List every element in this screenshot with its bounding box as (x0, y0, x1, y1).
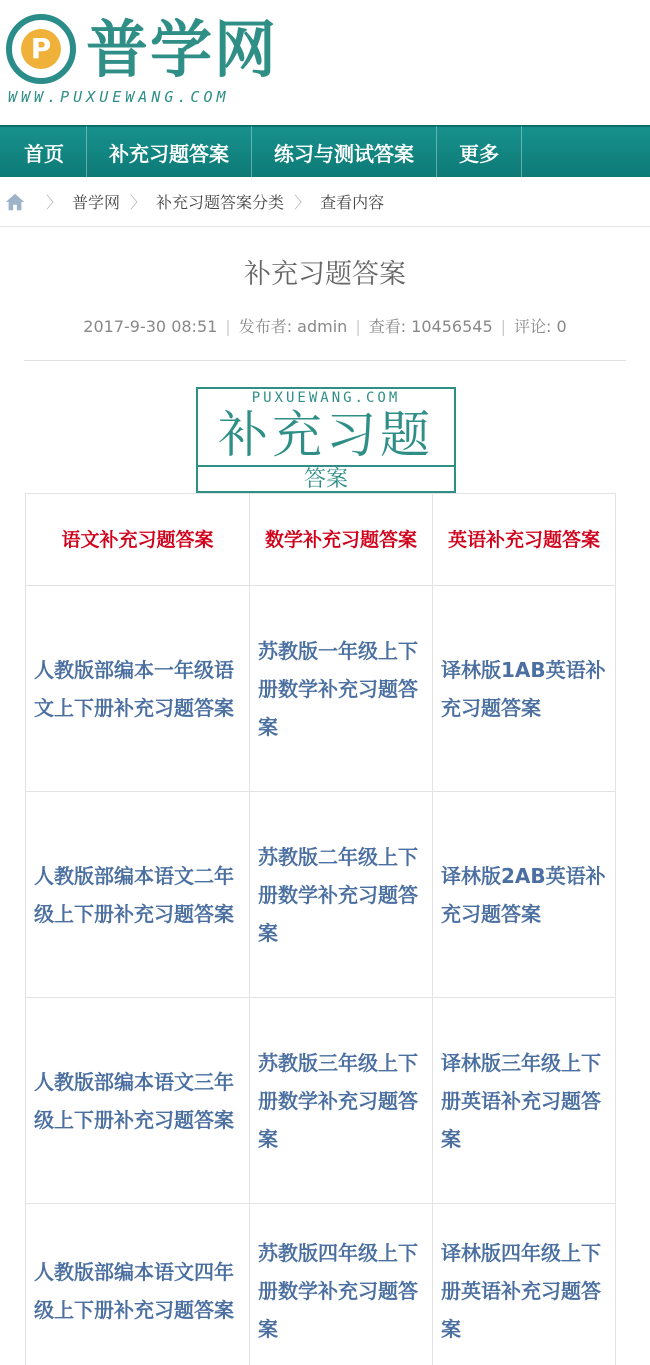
breadcrumb-current: 查看内容 (320, 193, 385, 212)
banner-sub-text: 答案 (303, 467, 348, 492)
main-nav (0, 125, 650, 177)
meta-separator: | (500, 317, 507, 336)
header-english: 英语补充习题答案 (433, 494, 616, 586)
site-header (0, 0, 650, 125)
table-cell-link[interactable]: 译林版2AB英语补充习题答案 (433, 792, 616, 998)
breadcrumb-category[interactable]: 补充习题答案分类 (156, 193, 285, 212)
chevron-right-icon: 〉 (46, 193, 63, 212)
table-row (26, 998, 616, 1204)
article-banner-image (196, 387, 456, 493)
home-icon[interactable] (4, 191, 26, 213)
table-row (26, 792, 616, 998)
table-cell-link[interactable]: 译林版四年级上下册英语补充习题答案 (433, 1204, 616, 1365)
table-cell-link[interactable]: 人教版部编本语文二年级上下册补充习题答案 (26, 792, 250, 998)
banner-main-text: 补充习题 (218, 406, 434, 464)
banner-url: PUXUEWANG.COM (251, 390, 401, 406)
table-cell-link[interactable]: 人教版部编本一年级语文上下册补充习题答案 (26, 586, 250, 792)
chevron-right-icon: 〉 (294, 193, 311, 212)
breadcrumb (0, 177, 650, 227)
site-logo[interactable] (6, 10, 296, 110)
meta-separator: | (355, 317, 361, 336)
table-cell-link[interactable]: 苏教版四年级上下册数学补充习题答案 (250, 1204, 433, 1365)
nav-item-supplementary-answers[interactable]: 补充习题答案 (87, 126, 252, 178)
answers-table (25, 493, 616, 1365)
table-row (26, 1204, 616, 1365)
table-cell-link[interactable]: 苏教版二年级上下册数学补充习题答案 (250, 792, 433, 998)
logo-letter: P (21, 29, 61, 69)
meta-comments: 评论: 0 (514, 317, 567, 336)
nav-item-more[interactable]: 更多 (437, 126, 522, 178)
logo-url: WWW.PUXUEWANG.COM (8, 88, 230, 106)
table-header-row (26, 494, 616, 586)
header-math: 数学补充习题答案 (250, 494, 433, 586)
logo-text: 普学网 (86, 13, 279, 86)
table-cell-link[interactable]: 译林版1AB英语补充习题答案 (433, 586, 616, 792)
meta-separator: | (225, 317, 231, 336)
table-cell-link[interactable]: 人教版部编本语文四年级上下册补充习题答案 (26, 1204, 250, 1365)
table-cell-link[interactable]: 译林版三年级上下册英语补充习题答案 (433, 998, 616, 1204)
meta-date: 2017-9-30 08:51 (83, 317, 218, 336)
table-cell-link[interactable]: 苏教版三年级上下册数学补充习题答案 (250, 998, 433, 1204)
breadcrumb-site[interactable]: 普学网 (72, 193, 121, 212)
table-row (26, 586, 616, 792)
article-title: 补充习题答案 (244, 259, 406, 290)
nav-item-practice-answers[interactable]: 练习与测试答案 (252, 126, 437, 178)
table-cell-link[interactable]: 苏教版一年级上下册数学补充习题答案 (250, 586, 433, 792)
nav-item-home[interactable]: 首页 (0, 126, 87, 178)
meta-views: 查看: 10456545 (368, 317, 493, 336)
chevron-right-icon: 〉 (130, 193, 147, 212)
header-chinese: 语文补充习题答案 (26, 494, 250, 586)
logo-badge-icon (6, 14, 76, 84)
divider (24, 360, 626, 361)
meta-author: 发布者: admin (238, 317, 348, 336)
table-cell-link[interactable]: 人教版部编本语文三年级上下册补充习题答案 (26, 998, 250, 1204)
article-meta (0, 314, 650, 337)
